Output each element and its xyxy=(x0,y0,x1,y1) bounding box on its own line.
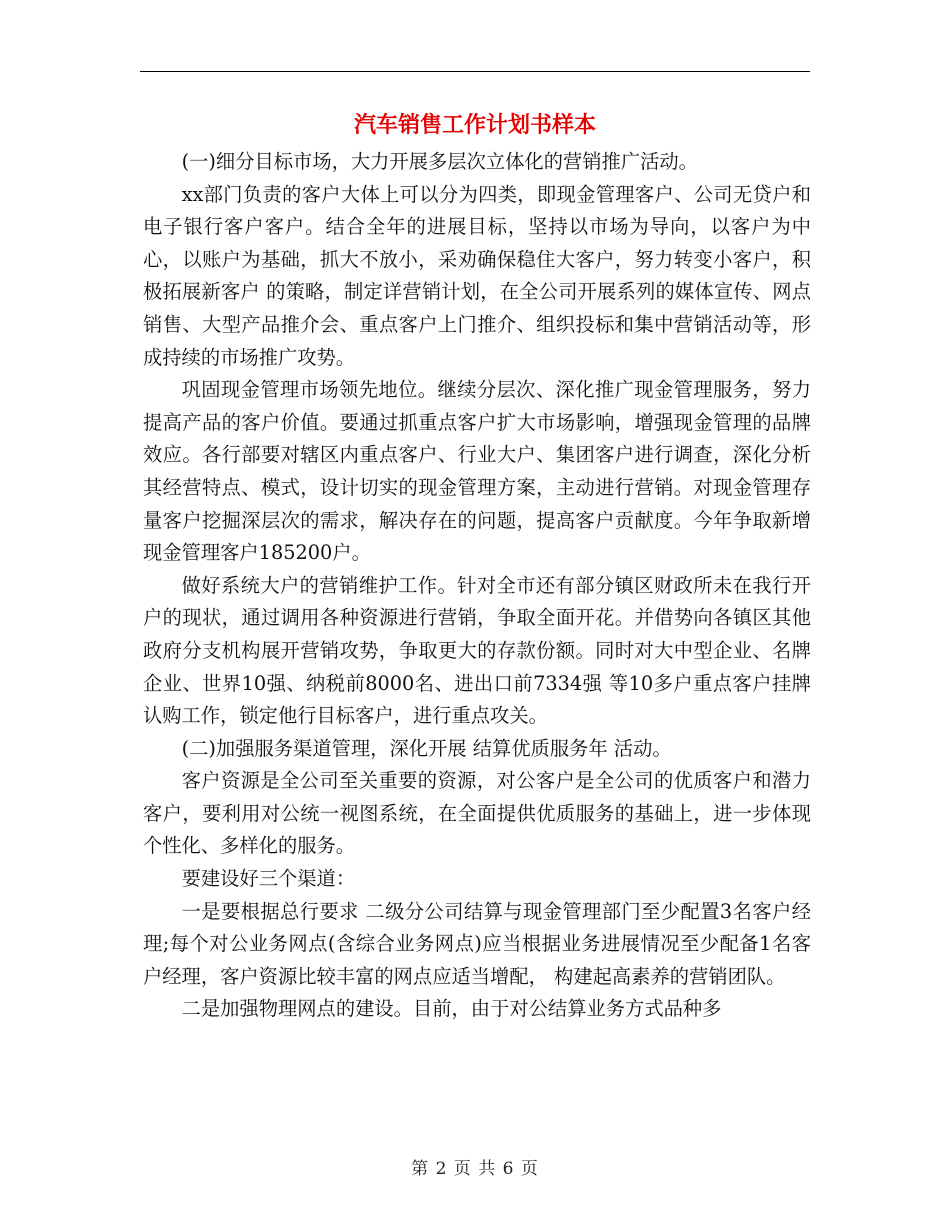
paragraph-channel-one: 一是要根据总行要求 二级分公司结算与现金管理部门至少配置3名客户经理;每个对公业务网点(含综合业务网点)应当根据业务进展情况至少配备1名客户经理，客户资源比较丰富的网点应适当增配， 构建起高素养的营销团队。 xyxy=(143,899,811,988)
document-title: 汽车销售工作计划书样本 xyxy=(353,113,596,138)
paragraph-channel-two: 二是加强物理网点的建设。目前，由于对公结算业务方式品种多 xyxy=(181,997,722,1021)
paragraph-section-one-heading: (一)细分目标市场，大力开展多层次立体化的营销推广活动。 xyxy=(181,150,698,173)
header-rule xyxy=(140,71,810,72)
paragraph-cash-management: 巩固现金管理市场领先地位。继续分层次、深化推广现金管理服务，努力提高产品的客户价值。要通过抓重点客户扩大市场影响，增强现金管理的品牌效应。各行部要对辖区内重点客户、行业大户、集团客户进行调查，深化分析其经营特点、模式，设计切实的现金管理方案，主动进行营销。对现金管理存量客户挖掘深层次的需求，解决存在的问题，提高客户贡献度。今年争取新增现金管理客户185200户。 xyxy=(143,378,811,565)
paragraph-three-channels: 要建设好三个渠道： xyxy=(181,867,356,891)
paragraph-customer-types: xx部门负责的客户大体上可以分为四类，即现金管理客户、公司无贷户和电子银行客户客户。结合全年的进展目标，坚持以市场为导向，以客户为中心，以账户为基础，抓大不放小，采劝确保稳住大客户，努力转变小客户，积极拓展新客户 的策略，制定详营销计划，在全公司开展系列的媒体宣传、网点销售、大型产品推介会、重点客户上门推介、组织投标和集中营销活动等，形成持续的市场推广攻势。 xyxy=(143,182,811,369)
document-body xyxy=(143,146,811,1026)
paragraph-section-two-heading: (二)加强服务渠道管理，深化开展 结算优质服务年 活动。 xyxy=(181,736,672,760)
paragraph-key-accounts: 做好系统大户的营销维护工作。针对全市还有部分镇区财政所未在我行开户的现状，通过调用各种资源进行营销，争取全面开花。并借势向各镇区其他政府分支机构展开营销攻势，争取更大的存款份额。同时对大中型企业、名牌企业、世界10强、纳税前8000名、进出口前7334强 等10多户重点客户挂牌认购工作，锁定他行目标客户，进行重点攻关。 xyxy=(143,573,811,728)
paragraph-customer-resources: 客户资源是全公司至关重要的资源，对公客户是全公司的优质客户和潜力客户，要利用对公统一视图系统，在全面提供优质服务的基础上，进一步体现个性化、多样化的服务。 xyxy=(143,769,811,858)
page-number: 第 2 页 共 6 页 xyxy=(411,1159,539,1179)
